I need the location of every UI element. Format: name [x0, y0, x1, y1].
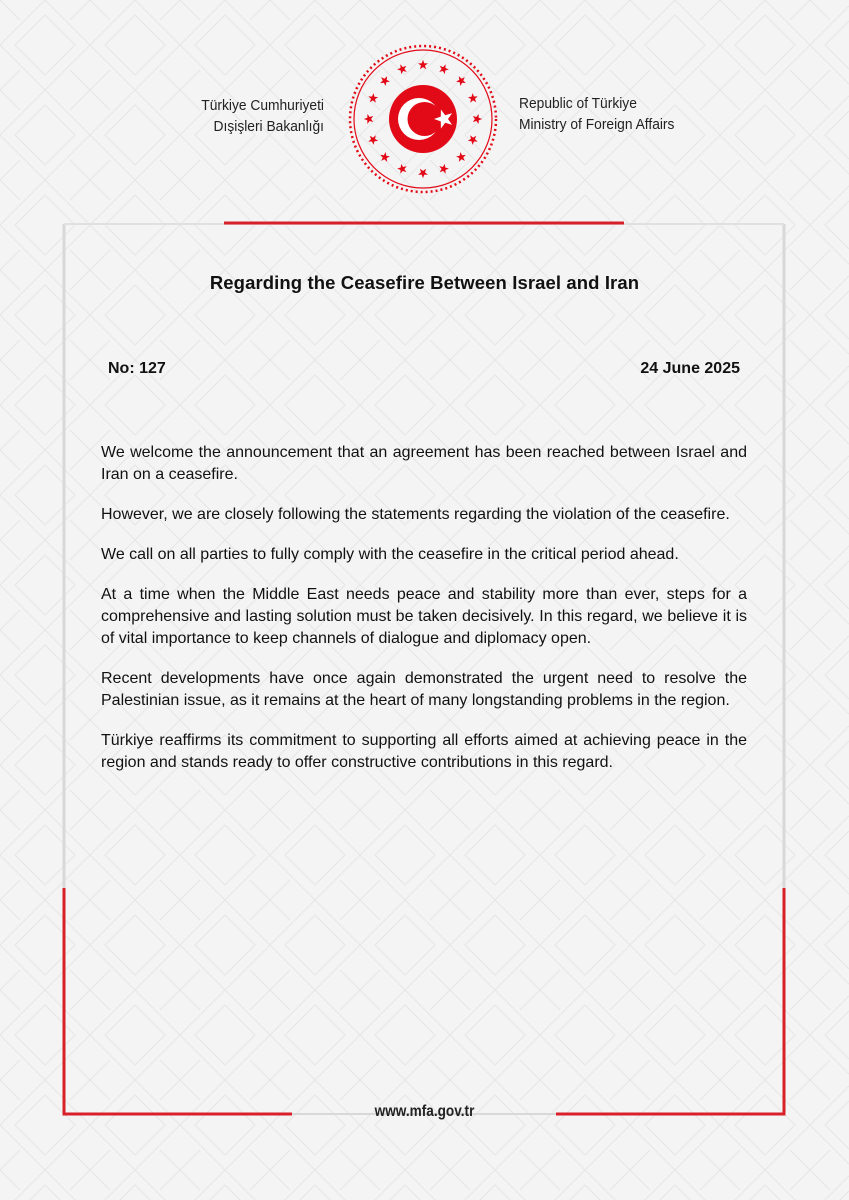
header-right-line1: Republic of Türkiye [519, 95, 637, 112]
seal-star-icon [439, 164, 449, 174]
paragraph: We call on all parties to fully comply with the ceasefire in the critical period ahead. [101, 546, 679, 563]
seal-star-icon [473, 114, 482, 124]
header-left-line2: Dışişleri Bakanlığı [213, 118, 324, 135]
seal-star-icon [418, 60, 428, 69]
header-left-line1: Türkiye Cumhuriyeti [201, 97, 324, 114]
document-body [101, 442, 747, 792]
paragraph: We welcome the announcement that an agreement has been reached between Israel and Iran on a ceasefire. [101, 444, 747, 483]
footer-website-link[interactable]: www.mfa.gov.tr [374, 1103, 475, 1120]
seal-star-icon [368, 135, 378, 145]
seal-star-icon [364, 114, 373, 124]
seal-star-icon [368, 93, 378, 103]
document-title: Regarding the Ceasefire Between Israel and Iran [209, 272, 640, 293]
seal-star-icon [380, 152, 390, 162]
seal-star-icon [456, 76, 466, 86]
seal-star-icon [397, 164, 407, 174]
seal-star-icon [468, 93, 478, 103]
seal-star-icon [418, 169, 428, 178]
header-turkish-name [201, 95, 324, 137]
seal-star-icon [468, 135, 478, 145]
paragraph: However, we are closely following the statements regarding the violation of the ceasefire. [101, 506, 730, 523]
seal-star-icon [439, 64, 449, 74]
seal-star-icon [380, 76, 390, 86]
header-english-name [519, 93, 703, 135]
crescent-star-seal-icon [348, 44, 498, 194]
header-right-line2: Ministry of Foreign Affairs [519, 116, 675, 133]
document-number: No: 127 [108, 360, 166, 377]
document-date: 24 June 2025 [640, 360, 740, 377]
paragraph: Türkiye reaffirms its commitment to supporting all efforts aimed at achieving peace in the region and stands ready to offer constructive contributions in this regard. [101, 732, 747, 771]
seal-star-icon [456, 152, 466, 162]
paragraph: Recent developments have once again demonstrated the urgent need to resolve the Palestinian issue, as it remains at the heart of many longstanding problems in the region. [101, 670, 747, 709]
paragraph: At a time when the Middle East needs peace and stability more than ever, steps for a comprehensive and lasting solution must be taken decisively. In this regard, we believe it is of vital importance to keep channels of dialogue and diplomacy open. [101, 586, 747, 647]
seal-star-icon [397, 64, 407, 74]
